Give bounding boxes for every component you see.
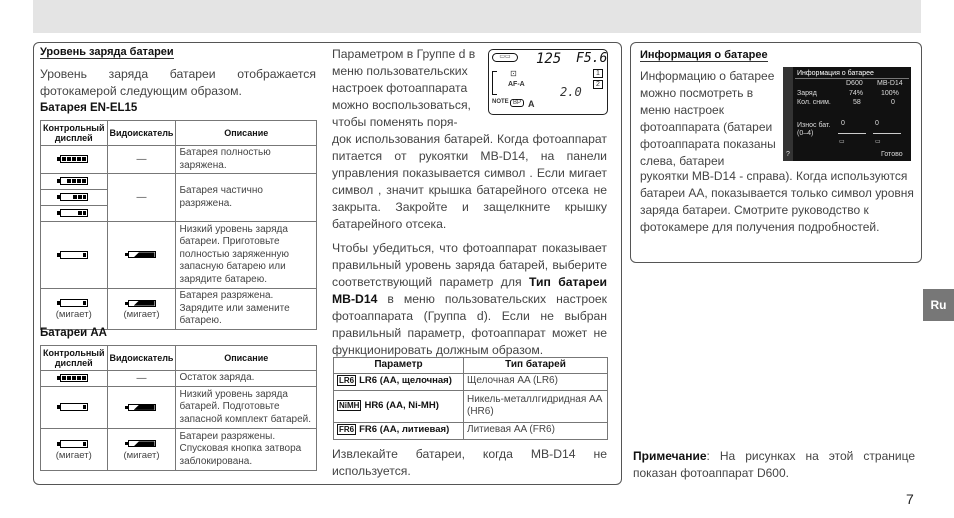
table-row: Литиевая AA (FR6) bbox=[464, 422, 608, 439]
group-d-para: Параметром в Группе d в меню пользовательских настроек фотоаппарата можно воспользоваться, чтобы поменять поря- bbox=[332, 47, 476, 129]
dash: — bbox=[136, 192, 147, 203]
aa-title: Батареи AA bbox=[40, 327, 107, 339]
viewfinder-battery-low-icon bbox=[128, 404, 156, 411]
table-row: Батарея частично разряжена. bbox=[176, 174, 317, 222]
help-icon: ? bbox=[786, 151, 790, 158]
table-row: Низкий уровень заряда батареи. Приготовьте полностью заряженную запасную батарею или зарядите батарею. bbox=[176, 222, 317, 289]
table-row: Остаток заряда. bbox=[176, 371, 317, 387]
card-icon-2: 2 bbox=[593, 80, 603, 89]
wear-scale-1 bbox=[838, 133, 866, 134]
viewfinder-battery-blink-icon bbox=[128, 440, 156, 447]
battery-level-title: Уровень заряда батареи bbox=[40, 46, 174, 58]
aa-table: Контрольный дисплей Видоискатель Описание — Остаток заряда. Низкий уровень заряда батарей. Подготовьте запасной комплект батарей. (мигает) (мигает) Батареи разряжены. Спусковая кнопка затвора заблокирована. bbox=[40, 345, 317, 471]
col-type: Тип батарей bbox=[464, 358, 608, 374]
card-icon: 1 bbox=[593, 69, 603, 78]
table-row: Низкий уровень заряда батарей. Подготовьте запасной комплект батарей. bbox=[176, 387, 317, 429]
mb-d14-icon: ▭▭ bbox=[492, 53, 518, 62]
page-number: 7 bbox=[906, 491, 914, 507]
battery-icon-mbd14: ▭ bbox=[875, 139, 881, 145]
language-tab: Ru bbox=[923, 289, 954, 321]
en-el15-title: Батарея EN-EL15 bbox=[40, 102, 138, 114]
table-row: Батарея полностью заряжена. bbox=[176, 146, 317, 174]
remove-batteries-para: Извлекайте батареи, когда MB-D14 не используется. bbox=[332, 447, 607, 478]
dash: — bbox=[136, 154, 147, 165]
table-row: Щелочная AA (LR6) bbox=[464, 373, 608, 390]
en-el15-table: Контрольный дисплей Видоискатель Описание — Батарея полностью заряжена. — Батарея частично разряжена. Низкий уровень заряда батареи. Приготовьте полностью заряженную запасную батарею или зарядите батарею. (мигает) (мигает) Батарея разряжена. Зарядите или замените батарею. bbox=[40, 120, 317, 330]
battery-level-intro: Уровень заряда батареи отображается фотокамерой следующим образом. bbox=[40, 67, 316, 98]
battery-info-menu: Информация о батарее D600 MB-D14 Заряд 74% 100% Кол. сним. 58 0 Износ бат. (0–4) 0 0 ▭ ▭ ? Готово bbox=[783, 67, 911, 161]
battery-low-icon bbox=[60, 251, 88, 259]
bp-icon: BP bbox=[510, 99, 524, 107]
fr6-icon: FR6 bbox=[339, 425, 355, 435]
control-panel-lcd bbox=[488, 49, 608, 115]
battery-empty-blink-icon bbox=[60, 299, 88, 307]
battery-full-icon bbox=[60, 374, 88, 382]
wear-scale-2 bbox=[873, 133, 901, 134]
battery-3-icon bbox=[60, 177, 88, 185]
nimh-icon: NiMH bbox=[339, 400, 360, 410]
battery-type-table: Параметр Тип батарей LR6 LR6 (AA, щелочная) Щелочная AA (LR6) NiMH HR6 (AA, Ni-MH) Никель-металлгидридная AA (HR6) FR6 FR6 (AA, литиевая) Литиевая AA (FR6) bbox=[333, 357, 608, 440]
battery-info-title: Информация о батарее bbox=[640, 49, 768, 61]
col-viewfinder: Видоискатель bbox=[107, 121, 176, 146]
col-viewfinder: Видоискатель bbox=[107, 346, 176, 371]
metering-icon: ⊡ bbox=[510, 69, 517, 78]
table-row: Никель-металлгидридная AA (HR6) bbox=[464, 390, 608, 422]
lr6-icon: LR6 bbox=[339, 376, 355, 386]
viewfinder-battery-blink-icon bbox=[128, 300, 156, 307]
menu-title: Информация о батарее bbox=[797, 70, 874, 77]
menu-done: Готово bbox=[881, 151, 903, 158]
battery-icon-d600: ▭ bbox=[839, 139, 845, 145]
col-display: Контрольный дисплей bbox=[41, 346, 108, 371]
col-description: Описание bbox=[176, 121, 317, 146]
lcd-afa: AF-A bbox=[508, 81, 525, 88]
top-bar bbox=[33, 0, 921, 33]
table-row: Батарея разряжена. Зарядите или замените батарею. bbox=[176, 289, 317, 330]
lcd-shutter: 125 bbox=[536, 51, 562, 67]
battery-low-icon bbox=[60, 403, 88, 411]
battery-empty-blink-icon bbox=[60, 440, 88, 448]
battery-type-para: Чтобы убедиться, что фотоаппарат показывает правильный уровень заряда батарей, выберите соответствующий параметр для Тип батареи MB-D14 в меню пользовательских настроек фотоаппарата (Группа d). Если не выбран правильный параметр, фотоаппарат может не функционировать должным образом. bbox=[332, 241, 607, 357]
table-row: Батареи разряжены. Спусковая кнопка затвора заблокирована. bbox=[176, 429, 317, 471]
lcd-aperture: F5.6 bbox=[576, 51, 608, 66]
lcd-label: NOTE bbox=[492, 99, 509, 105]
menu-sidebar bbox=[783, 67, 793, 161]
battery-info-para: Информацию о батарее можно посмотреть в меню настроек фотоаппарата (батареи фотоаппарата показаны слева, батареи bbox=[640, 69, 776, 168]
battery-info-para-cont: рукоятки MB-D14 - справа). Когда используются батареи AA, показывается только символ уровня заряда батареи. Смотрите руководство к фотокамере для получения подробностей. bbox=[640, 169, 914, 234]
note: Примечание: На рисунках на этой странице показан фотоаппарат D600. bbox=[633, 449, 915, 480]
battery-1-icon bbox=[60, 209, 88, 217]
battery-full-icon bbox=[60, 155, 88, 163]
col-display: Контрольный дисплей bbox=[41, 121, 108, 146]
viewfinder-battery-low-icon bbox=[128, 251, 156, 258]
dash: — bbox=[136, 373, 147, 384]
col-param: Параметр bbox=[334, 358, 464, 374]
lcd-mode: A bbox=[528, 99, 535, 109]
group-d-para-cont: док использования батарей. Когда фотоаппарат питается от рукоятки MB-D14, на панели управления показывается символ . Если мигает символ , значит крышка батарейного отсека не закрыта. Закройте и защелкните крышку батарейного отсека. bbox=[332, 132, 607, 231]
battery-2-icon bbox=[60, 193, 88, 201]
lcd-ev: 2.0 bbox=[560, 85, 582, 99]
col-description: Описание bbox=[176, 346, 317, 371]
